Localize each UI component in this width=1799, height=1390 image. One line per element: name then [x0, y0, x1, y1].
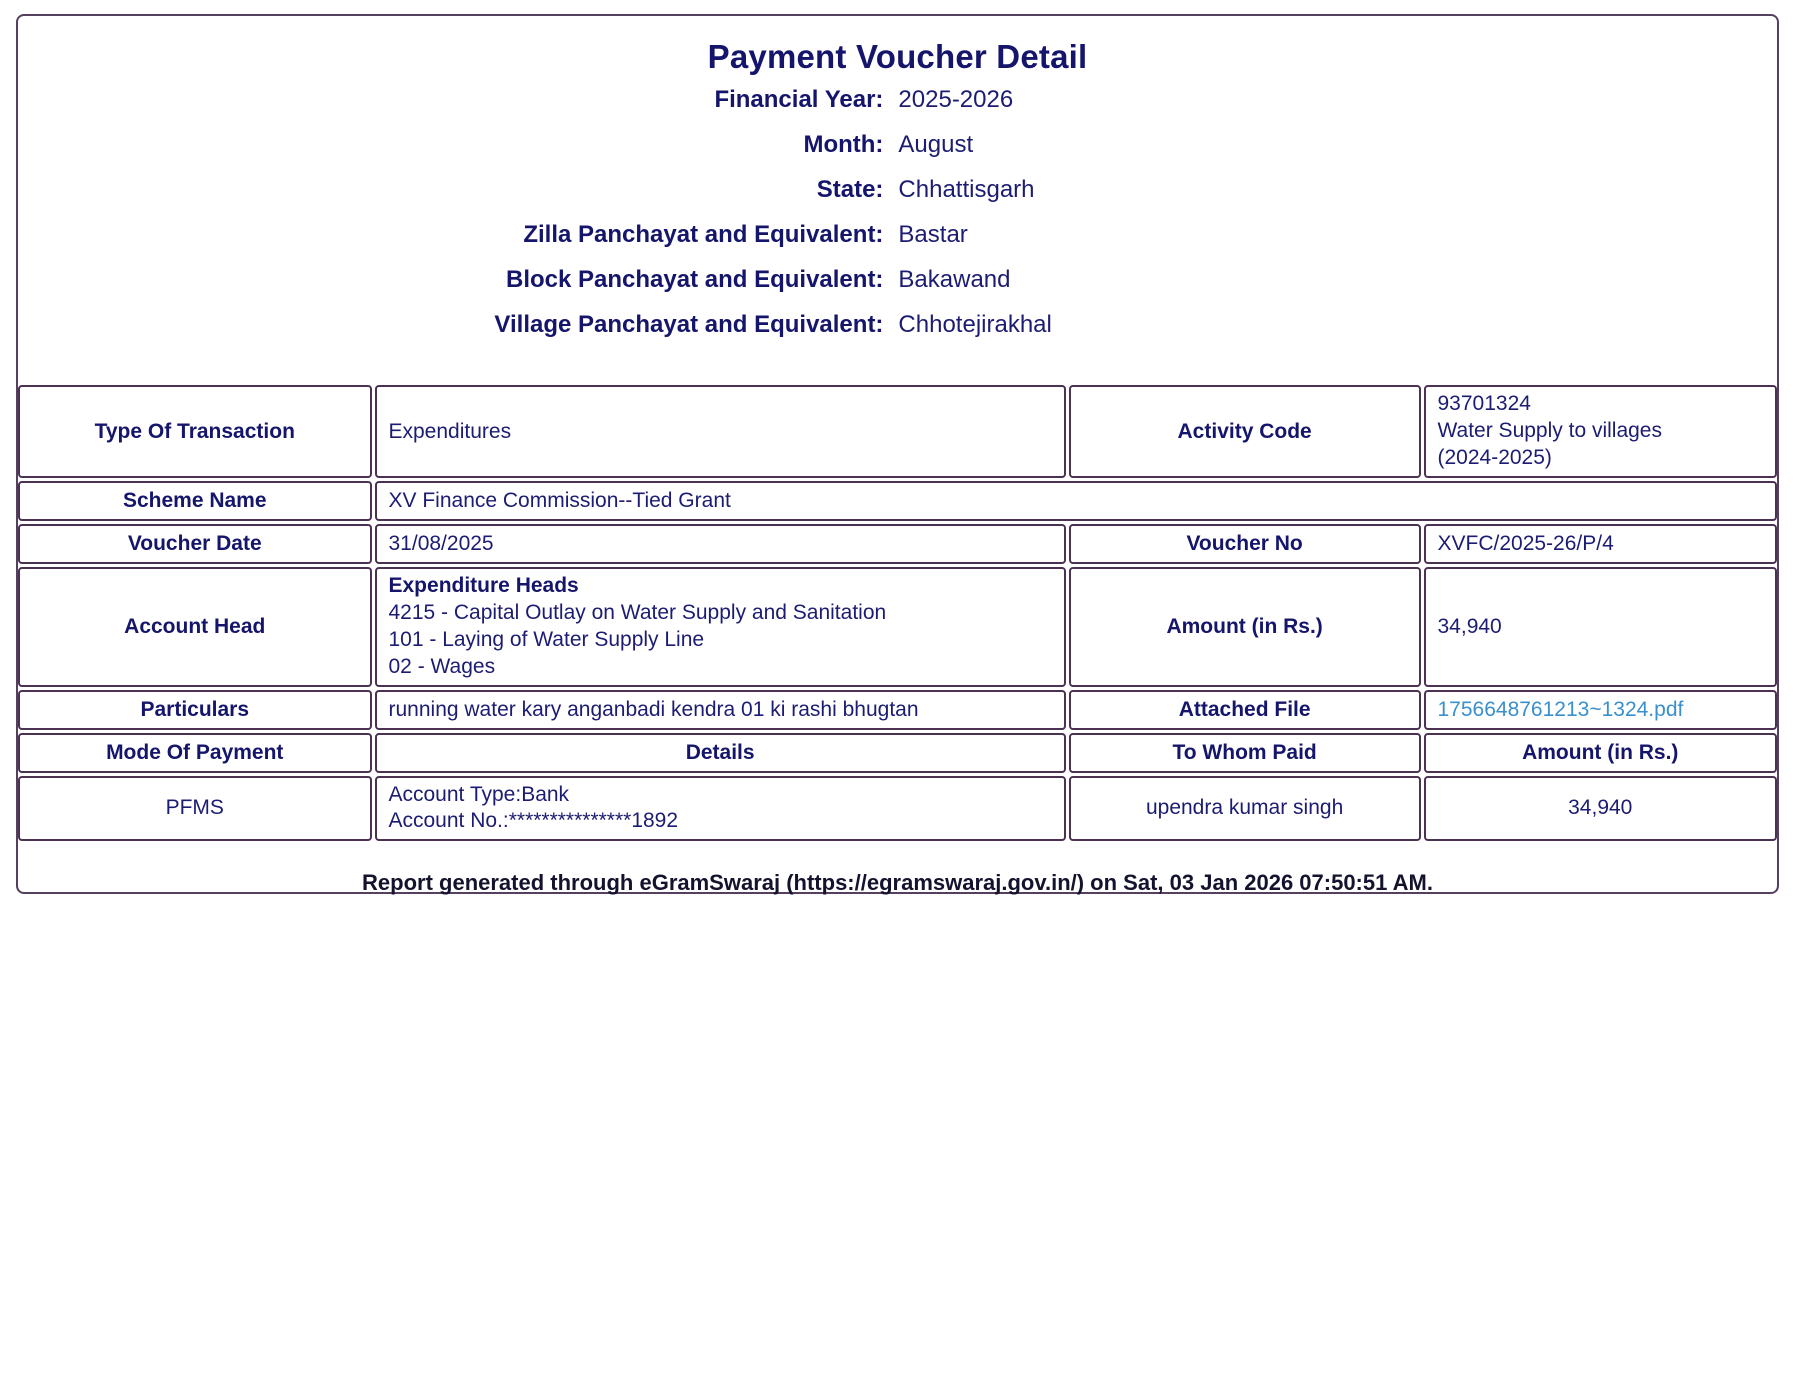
field-block-panchayat — [18, 266, 1777, 311]
field-value: Chhotejirakhal — [898, 311, 1052, 338]
scheme-name-value: XV Finance Commission--Tied Grant — [375, 481, 1778, 521]
attached-file-cell — [1424, 690, 1778, 730]
field-label: Village Panchayat and Equivalent: — [494, 311, 884, 338]
field-label: Zilla Panchayat and Equivalent: — [523, 221, 884, 248]
field-label: Block Panchayat and Equivalent: — [505, 266, 884, 293]
field-value: August — [898, 131, 974, 158]
field-value: 2025-2026 — [898, 86, 1014, 113]
activity-code-scheme: Water Supply to villages — [1437, 419, 1662, 443]
activity-code-value — [1424, 385, 1778, 478]
account-number-line: Account No.:***************1892 — [388, 809, 679, 833]
particulars-label: Particulars — [18, 690, 372, 730]
account-head-value — [375, 567, 1066, 687]
field-state — [18, 176, 1777, 221]
account-head-label: Account Head — [18, 567, 372, 687]
field-village-panchayat — [18, 311, 1777, 356]
account-head-line: 4215 - Capital Outlay on Water Supply and Sanitation — [388, 600, 887, 624]
to-whom-paid-value: upendra kumar singh — [1069, 776, 1421, 842]
table-row — [18, 690, 1777, 730]
mode-of-payment-header: Mode Of Payment — [18, 733, 372, 773]
details-header: Details — [375, 733, 1066, 773]
attached-file-label: Attached File — [1069, 690, 1421, 730]
header-fields — [18, 86, 1777, 356]
voucher-sheet — [16, 14, 1779, 894]
field-value: Bakawand — [898, 266, 1011, 293]
table-row — [18, 567, 1777, 687]
amount-value: 34,940 — [1424, 567, 1778, 687]
table-row — [18, 481, 1777, 521]
table-row — [18, 524, 1777, 564]
field-label: State: — [816, 176, 884, 203]
expenditure-heads-heading: Expenditure Heads — [388, 574, 579, 597]
account-head-line: 101 - Laying of Water Supply Line — [388, 627, 705, 651]
activity-code-number: 93701324 — [1437, 392, 1531, 416]
field-value: Bastar — [898, 221, 968, 248]
scheme-name-label: Scheme Name — [18, 481, 372, 521]
field-financial-year — [18, 86, 1777, 131]
field-value: Chhattisgarh — [898, 176, 1035, 203]
activity-code-label: Activity Code — [1069, 385, 1421, 478]
particulars-value: running water kary anganbadi kendra 01 ki rashi bhugtan — [375, 690, 1066, 730]
to-whom-paid-header: To Whom Paid — [1069, 733, 1421, 773]
payment-mode-value: PFMS — [18, 776, 372, 842]
field-zilla-panchayat — [18, 221, 1777, 266]
account-type-line: Account Type:Bank — [388, 782, 570, 806]
account-head-line: 02 - Wages — [388, 654, 496, 678]
amount-header: Amount (in Rs.) — [1424, 733, 1778, 773]
amount-label: Amount (in Rs.) — [1069, 567, 1421, 687]
payment-amount-value: 34,940 — [1424, 776, 1778, 842]
type-of-transaction-value: Expenditures — [375, 385, 1066, 478]
page-title: Payment Voucher Detail — [707, 38, 1088, 75]
attached-file-link[interactable]: 1756648761213~1324.pdf — [1437, 697, 1684, 721]
activity-code-year: (2024-2025) — [1437, 445, 1552, 469]
voucher-date-value: 31/08/2025 — [375, 524, 1066, 564]
voucher-no-value: XVFC/2025-26/P/4 — [1424, 524, 1778, 564]
payment-row — [18, 776, 1777, 842]
field-label: Month: — [803, 131, 884, 158]
voucher-no-label: Voucher No — [1069, 524, 1421, 564]
payment-header-row — [18, 733, 1777, 773]
type-of-transaction-label: Type Of Transaction — [18, 385, 372, 478]
voucher-date-label: Voucher Date — [18, 524, 372, 564]
field-month — [18, 131, 1777, 176]
report-generated-note: Report generated through eGramSwaraj (https://egramswaraj.gov.in/) on Sat, 03 Jan 2026 07:50:51 AM. — [362, 870, 1433, 896]
payment-details-value — [375, 776, 1066, 842]
table-row — [18, 385, 1777, 478]
voucher-table — [15, 382, 1780, 844]
field-label: Financial Year: — [714, 86, 884, 113]
